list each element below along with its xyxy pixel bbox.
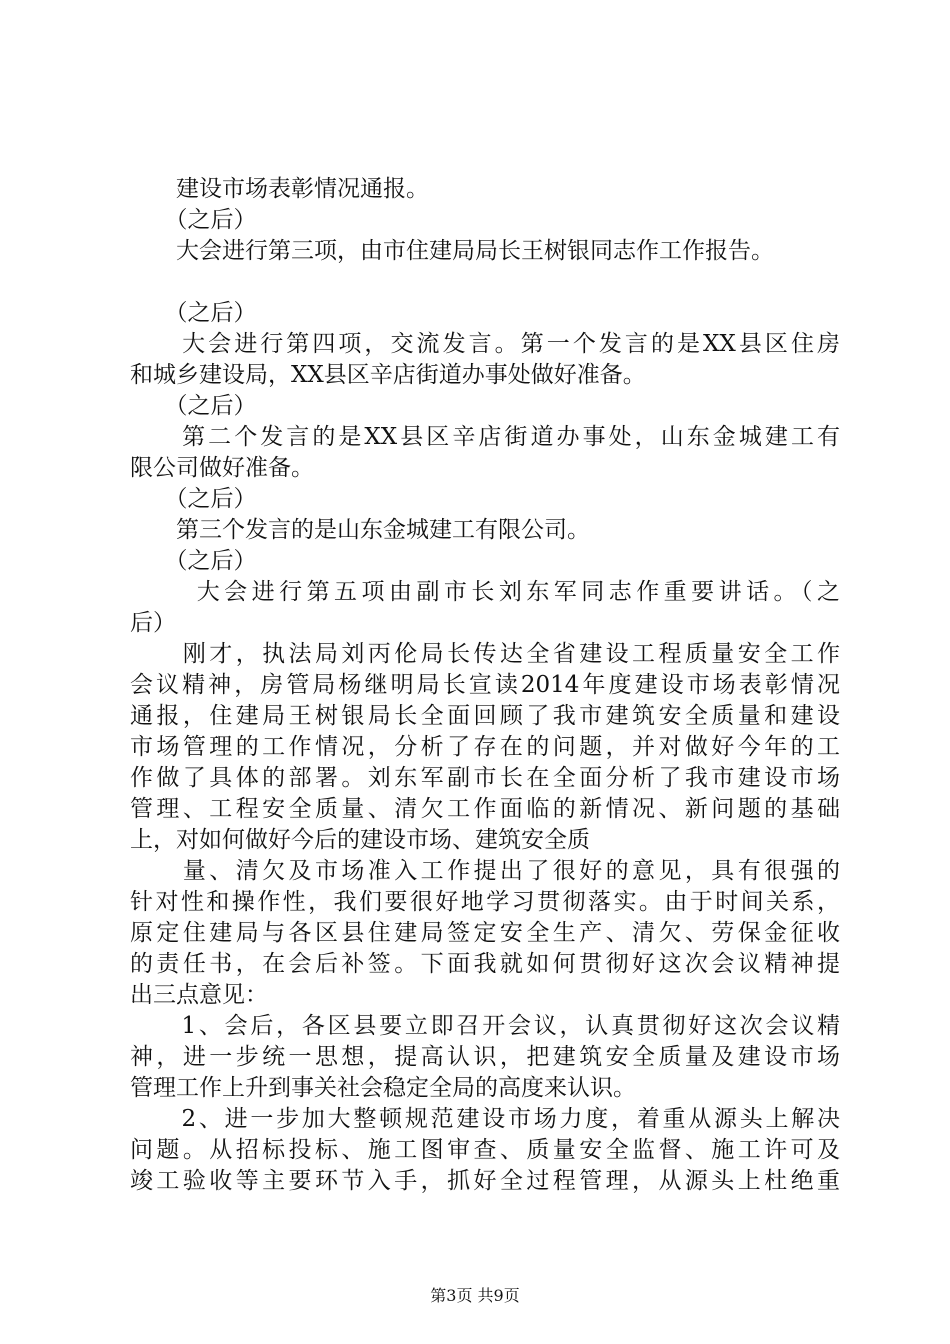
text-line: （之后）: [130, 207, 257, 233]
page-number-footer: 第3页 共9页: [430, 1286, 520, 1305]
text-line: 管理工作上升到事关社会稳定全局的高度来认识。: [130, 1075, 636, 1101]
text-line: 大会进行第三项，由市住建局局长王树银同志作工作报告。: [130, 238, 774, 264]
blank-line: [130, 267, 840, 298]
text-line: 大会进行第四项，交流发言。第一个发言的是XX县区住房: [130, 331, 840, 357]
text-line: （之后）: [130, 548, 257, 574]
text-line: 的责任书，在会后补签。下面我就如何贯彻好这次会议精神提: [130, 951, 840, 977]
text-line: 2、进一步加大整顿规范建设市场力度，着重从源头上解决: [130, 1106, 840, 1132]
text-line: 管理、工程安全质量、清欠工作面临的新情况、新问题的基础: [130, 796, 840, 822]
text-line: 竣工验收等主要环节入手，抓好全过程管理，从源头上杜绝重: [130, 1168, 840, 1194]
text-line: 原定住建局与各区县住建局签定安全生产、清欠、劳保金征收: [130, 920, 840, 946]
text-line: 刚才，执法局刘丙伦局长传达全省建设工程质量安全工作: [130, 641, 840, 667]
text-line: 问题。从招标投标、施工图审查、质量安全监督、施工许可及: [130, 1137, 840, 1163]
text-line: 限公司做好准备。: [130, 455, 314, 481]
text-line: 通报，住建局王树银局长全面回顾了我市建筑安全质量和建设: [130, 703, 840, 729]
text-line: 神，进一步统一思想，提高认识，把建筑安全质量及建设市场: [130, 1044, 840, 1070]
document-body: [130, 174, 840, 1197]
text-line: 会议精神，房管局杨继明局长宣读2014年度建设市场表彰情况: [130, 672, 840, 698]
text-line: 1、会后，各区县要立即召开会议，认真贯彻好这次会议精: [130, 1013, 840, 1039]
text-line: 量、清欠及市场准入工作提出了很好的意见，具有很强的: [130, 858, 840, 884]
text-line: 作做了具体的部署。刘东军副市长在全面分析了我市建设市场: [130, 765, 840, 791]
text-line: 第二个发言的是XX县区辛店街道办事处，山东金城建工有: [130, 424, 840, 450]
text-line: 市场管理的工作情况，分析了存在的问题，并对做好今年的工: [130, 734, 840, 760]
text-line: （之后）: [130, 300, 257, 326]
text-line: 出三点意见：: [130, 982, 268, 1008]
text-line: 后）: [130, 610, 176, 636]
text-line: （之后）: [130, 393, 257, 419]
text-line: 上，对如何做好今后的建设市场、建筑安全质: [130, 827, 590, 853]
text-line: 大会进行第五项由副市长刘东军同志作重要讲话。（之: [130, 579, 840, 605]
text-line: 针对性和操作性，我们要很好地学习贯彻落实。由于时间关系，: [130, 889, 840, 915]
text-line: 第三个发言的是山东金城建工有限公司。: [130, 517, 590, 543]
text-line: 建设市场表彰情况通报。: [130, 176, 429, 202]
text-line: （之后）: [130, 486, 257, 512]
text-line: 和城乡建设局，XX县区辛店街道办事处做好准备。: [130, 362, 646, 388]
